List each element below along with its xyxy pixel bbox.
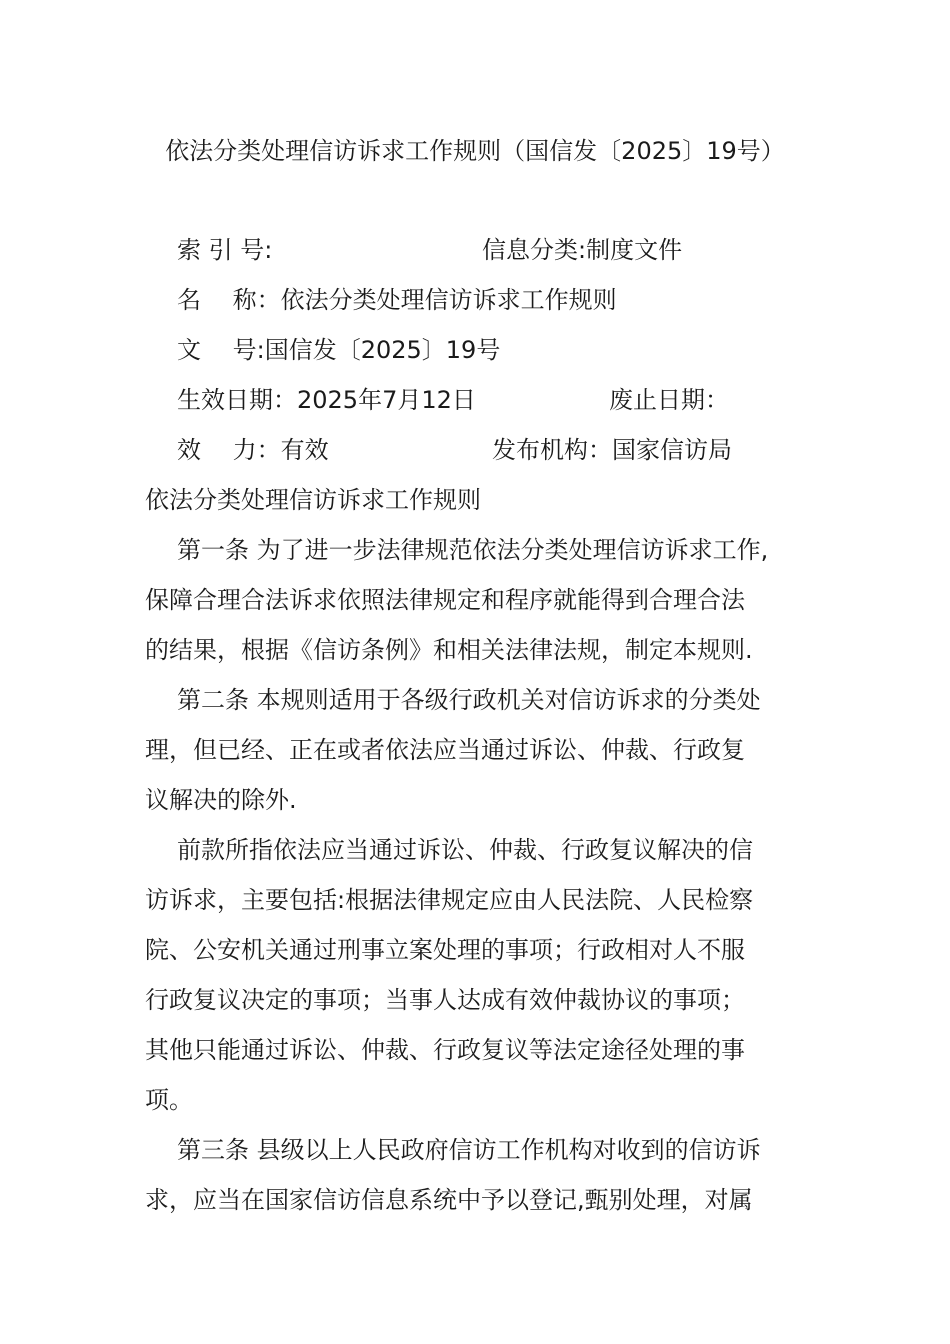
body-line: 第二条 本规则适用于各级行政机关对信访诉求的分类处 <box>177 686 761 714</box>
publisher: 发布机构：国家信访局 <box>492 436 732 464</box>
body-line: 求，应当在国家信访信息系统中予以登记,甄别处理，对属 <box>145 1186 753 1214</box>
body-line: 其他只能通过诉讼、仲裁、行政复议等法定途径处理的事 <box>145 1036 745 1064</box>
body-line: 行政复议决定的事项；当事人达成有效仲裁协议的事项； <box>145 986 745 1014</box>
validity: 效 力：有效 <box>177 436 329 464</box>
info-category: 信息分类:制度文件 <box>482 236 683 264</box>
index-number-label: 索 引 号: <box>177 236 273 264</box>
body-line: 第一条 为了进一步法律规范依法分类处理信访诉求工作, <box>177 536 769 564</box>
document-name: 名 称：依法分类处理信访诉求工作规则 <box>177 286 617 314</box>
body-line: 第三条 县级以上人民政府信访工作机构对收到的信访诉 <box>177 1136 761 1164</box>
document-number: 文 号:国信发〔2025〕19号 <box>177 336 501 364</box>
expiry-date: 废止日期： <box>609 386 729 414</box>
body-line: 议解决的除外. <box>145 786 297 814</box>
body-line: 访诉求，主要包括:根据法律规定应由人民法院、人民检察 <box>145 886 754 914</box>
body-heading: 依法分类处理信访诉求工作规则 <box>145 486 481 514</box>
body-line: 前款所指依法应当通过诉讼、仲裁、行政复议解决的信 <box>177 836 753 864</box>
document-title: 依法分类处理信访诉求工作规则（国信发〔2025〕19号） <box>165 137 785 165</box>
body-line: 院、公安机关通过刑事立案处理的事项；行政相对人不服 <box>145 936 745 964</box>
body-line: 的结果，根据《信访条例》和相关法律法规，制定本规则. <box>145 636 753 664</box>
body-line: 保障合理合法诉求依照法律规定和程序就能得到合理合法 <box>145 586 745 614</box>
effective-date: 生效日期：2025年7月12日 <box>177 386 476 414</box>
body-line: 理，但已经、正在或者依法应当通过诉讼、仲裁、行政复 <box>145 736 745 764</box>
body-line: 项。 <box>145 1086 193 1114</box>
